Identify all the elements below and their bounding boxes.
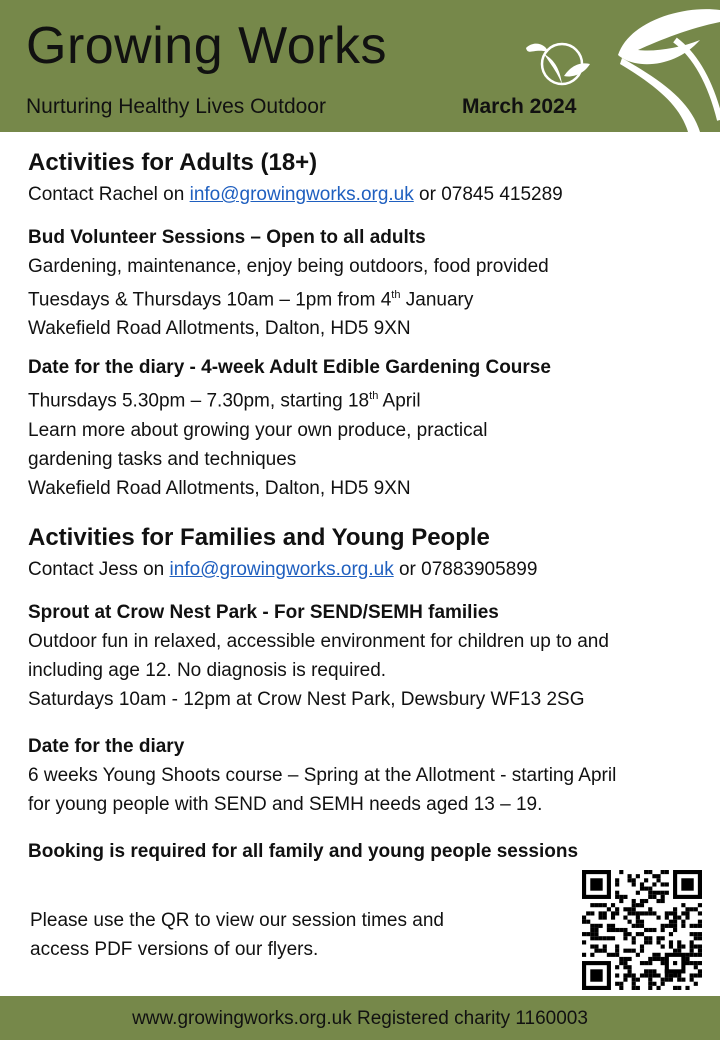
adults-contact-prefix: Contact Rachel on	[28, 184, 190, 205]
diary-title: Date for the diary	[28, 735, 185, 757]
course-time-pre: Thursdays 5.30pm – 7.30pm, starting 18	[28, 390, 370, 412]
adults-contact-suffix: or 07845 415289	[413, 184, 563, 205]
bud-location: Wakefield Road Allotments, Dalton, HD5 9XN	[28, 318, 411, 340]
header-banner	[0, 0, 720, 132]
families-contact-prefix: Contact Jess on	[28, 558, 170, 580]
issue-date: March 2024	[462, 95, 577, 118]
qr-code-icon[interactable]	[582, 870, 702, 990]
families-heading: Activities for Families and Young People	[28, 523, 490, 551]
diary-desc-1: 6 weeks Young Shoots course – Spring at the Allotment - starting April	[28, 764, 617, 786]
qr-note-line-1: Please use the QR to view our session times and	[30, 910, 444, 931]
bud-time	[28, 281, 718, 314]
course-title: Date for the diary - 4-week Adult Edible Gardening Course	[28, 357, 551, 379]
qr-note-line-2: access PDF versions of our flyers.	[30, 939, 319, 960]
footer-bar	[0, 996, 720, 1040]
families-email-link[interactable]: info@growingworks.org.uk	[169, 558, 394, 580]
adults-contact	[28, 180, 718, 209]
bud-time-sup: th	[391, 289, 401, 301]
families-contact-suffix: or 07883905899	[393, 558, 538, 580]
bud-desc: Gardening, maintenance, enjoy being outdoors, food provided	[28, 256, 549, 277]
brand-tagline: Nurturing Healthy Lives Outdoor	[26, 95, 326, 118]
course-time	[28, 382, 718, 415]
qr-note	[30, 906, 444, 964]
adults-email-link[interactable]: info@growingworks.org.uk	[189, 184, 414, 205]
bud-time-post: January	[400, 289, 474, 311]
bud-title: Bud Volunteer Sessions – Open to all adults	[28, 227, 426, 248]
sprout-desc-1: Outdoor fun in relaxed, accessible environment for children up to and	[28, 630, 609, 652]
course-time-sup: th	[369, 390, 379, 403]
leaf-logo-icon	[510, 0, 720, 132]
course-desc-2: gardening tasks and techniques	[28, 448, 297, 470]
families-contact	[28, 555, 718, 584]
course-location: Wakefield Road Allotments, Dalton, HD5 9XN	[28, 477, 411, 499]
bud-time-pre: Tuesdays & Thursdays 10am – 1pm from 4	[28, 289, 392, 311]
booking-note: Booking is required for all family and young people sessions	[28, 840, 579, 862]
brand-title: Growing Works	[26, 17, 387, 75]
sprout-title: Sprout at Crow Nest Park - For SEND/SEMH families	[28, 601, 499, 623]
sprout-time: Saturdays 10am - 12pm at Crow Nest Park, Dewsbury WF13 2SG	[28, 688, 585, 710]
footer-text: www.growingworks.org.uk Registered charity 1160003	[132, 1008, 588, 1029]
main-content	[28, 146, 718, 866]
adults-heading: Activities for Adults (18+)	[28, 149, 318, 176]
sprout-desc-2: including age 12. No diagnosis is required.	[28, 659, 387, 681]
course-time-post: April	[378, 390, 421, 412]
diary-desc-2: for young people with SEND and SEMH needs aged 13 – 19.	[28, 793, 543, 815]
course-desc-1: Learn more about growing your own produce, practical	[28, 419, 488, 441]
